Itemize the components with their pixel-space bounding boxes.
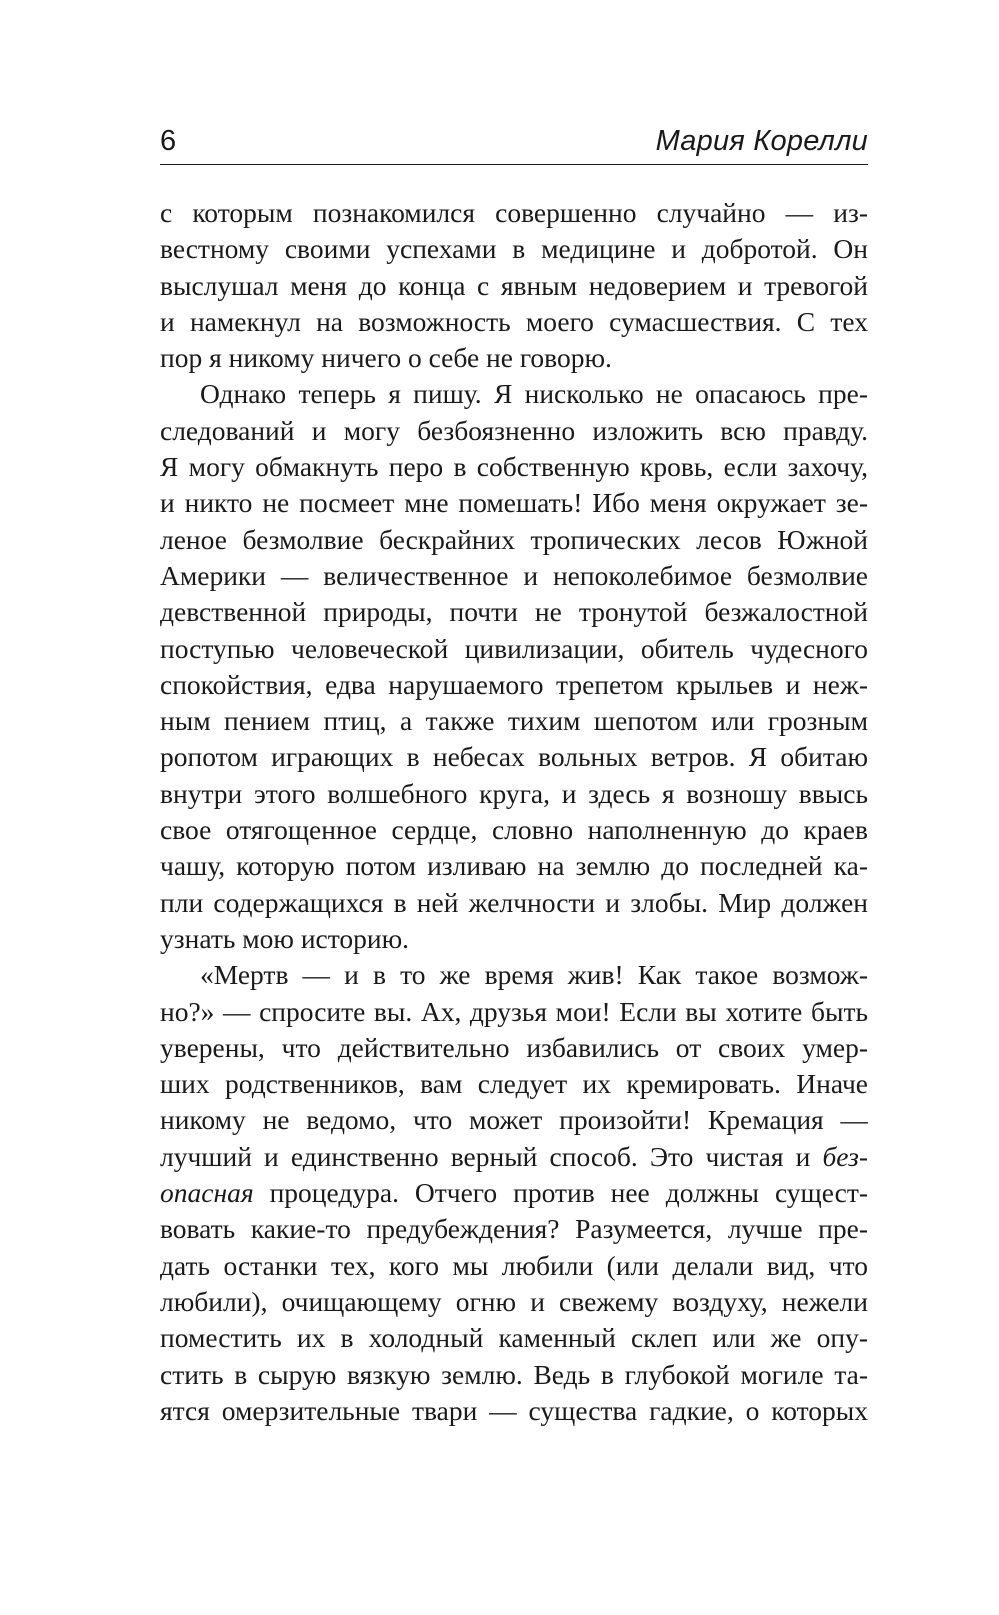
text-line: никому не ведомо, что может произойти! Кремация — [160, 1104, 868, 1136]
text-line: «Мертв — и в то же время жив! Как такое возмож- [200, 959, 868, 991]
text-line: следований и могу безбоязненно изложить всю правду. [160, 414, 868, 446]
italic-fragment: без- [822, 1140, 868, 1172]
text-line: но?» — спросите вы. Ах, друзья мои! Если вы хотите быть [160, 995, 868, 1027]
text-fragment: процедура. Отчего против нее должны сущест- [269, 1177, 868, 1209]
text-line: спокойствия, едва нарушаемого трепетом крыльев и неж- [160, 668, 868, 700]
text-line [160, 1175, 868, 1211]
text-line: поступью человеческой цивилизации, обитель чудесного [160, 632, 868, 664]
text-line: ших родственников, вам следует их кремировать. Иначе [160, 1068, 868, 1100]
text-line: девственной природы, почти не тронутой безжалостной [160, 596, 868, 628]
text-line: дать останки тех, кого мы любили (или делали вид, что [160, 1249, 868, 1281]
text-line: вестному своими успехами в медицине и добротой. Он [160, 233, 868, 265]
text-line: чашу, которую потом изливаю на землю до последней ка- [160, 850, 868, 882]
text-line: свое отягощенное сердце, словно наполненную до краев [160, 814, 868, 846]
text-line: Однако теперь я пишу. Я нисколько не опасаюсь пре- [200, 378, 868, 410]
text-line: пор я никому ничего о себе не говорю. [160, 342, 612, 374]
text-line: ропотом играющих в небесах вольных ветров. Я обитаю [160, 741, 868, 773]
text-line: ятся омерзительные твари — существа гадкие, о которых [160, 1394, 868, 1426]
text-line: стить в сырую вязкую землю. Ведь в глубокой могиле та- [160, 1358, 868, 1390]
text-line: и никто не посмеет мне помешать! Ибо меня окружает зе- [160, 487, 868, 519]
text-line: внутри этого волшебного круга, и здесь я возношу ввысь [160, 777, 868, 809]
page-number: 6 [160, 125, 177, 157]
text-line: вовать какие-то предубеждения? Разумеется, лучше пре- [160, 1213, 868, 1245]
text-line: уверены, что действительно избавились от своих умер- [160, 1031, 868, 1063]
text-line: пли содержащихся в ней желчности и злобы. Мир должен [160, 886, 868, 918]
author-name: Мария Корелли [655, 125, 868, 157]
text-line: узнать мою историю. [160, 922, 410, 954]
body-text [160, 195, 868, 1429]
text-line: ным пением птиц, а также тихим шепотом или грозным [160, 705, 868, 737]
text-fragment: лучший и единственно верный способ. Это чистая и [160, 1140, 811, 1172]
text-line: леное безмолвие бескрайних тропических лесов Южной [160, 523, 868, 555]
text-line: Америки — величественное и непоколебимое безмолвие [160, 559, 868, 591]
text-line: с которым познакомился совершенно случайно — из- [160, 197, 868, 228]
text-line: любили), очищающему огню и свежему воздуху, нежели [160, 1285, 868, 1317]
text-line: и намекнул на возможность моего сумасшествия. С тех [160, 305, 868, 337]
text-line: выслушал меня до конца с явным недоверием и тревогой [160, 269, 868, 301]
running-header [160, 118, 868, 165]
text-line [160, 1139, 868, 1175]
text-line: поместить их в холодный каменный склеп или же опу- [160, 1322, 868, 1354]
text-line: Я могу обмакнуть перо в собственную кровь, если захочу, [160, 451, 868, 483]
italic-fragment: опасная [160, 1177, 254, 1209]
